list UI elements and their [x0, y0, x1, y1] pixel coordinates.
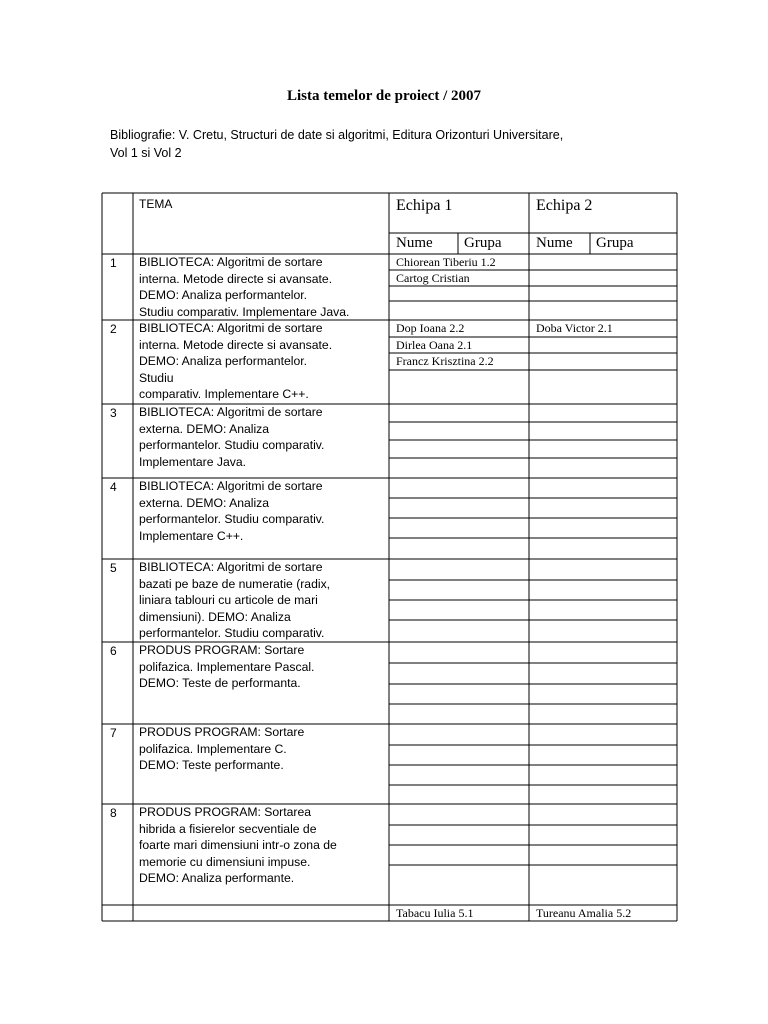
row-number: 6 [110, 644, 117, 658]
tema-line: DEMO: Analiza performantelor. [139, 288, 307, 303]
tema-line: foarte mari dimensiuni intr-o zona de [139, 838, 337, 853]
header-team1: Echipa 1 [396, 197, 453, 214]
tema-line: performantelor. Studiu comparativ. [139, 438, 325, 453]
tema-line: BIBLIOTECA: Algoritmi de sortare [139, 479, 323, 493]
tema-line: BIBLIOTECA: Algoritmi de sortare [139, 405, 323, 419]
tema-line: BIBLIOTECA: Algoritmi de sortare [139, 560, 323, 574]
bibliography-line: Bibliografie: V. Cretu, Structuri de date si algoritmi, Editura Orizonturi Universitare, [110, 128, 564, 142]
tema-line: memorie cu dimensiuni impuse. [139, 854, 311, 869]
tema-line: Implementare C++. [139, 528, 244, 543]
tema-line: polifazica. Implementare C. [139, 741, 287, 756]
team1-member: Francz Krisztina 2.2 [396, 354, 494, 368]
tema-line: comparativ. Implementare C++. [139, 387, 309, 402]
bibliography-line: Vol 1 si Vol 2 [110, 146, 182, 160]
tema-line: externa. DEMO: Analiza [139, 421, 270, 436]
tema-line: dimensiuni). DEMO: Analiza [139, 609, 291, 624]
row-tema [139, 642, 379, 723]
row-number: 7 [110, 726, 117, 740]
header-tema: TEMA [139, 197, 173, 211]
row-number: 3 [110, 406, 117, 420]
row-tema [139, 478, 379, 558]
tema-line: PRODUS PROGRAM: Sortare [139, 725, 305, 739]
header-name: Nume [396, 235, 433, 251]
tema-line: BIBLIOTECA: Algoritmi de sortare [139, 321, 323, 335]
tema-line: interna. Metode directe si avansate. [139, 271, 333, 286]
tema-line: PRODUS PROGRAM: Sortare [139, 643, 305, 657]
tema-line: DEMO: Analiza performantelor. [139, 354, 307, 369]
tema-line: DEMO: Analiza performante. [139, 871, 295, 886]
tema-line: DEMO: Teste de performanta. [139, 676, 301, 691]
tema-line: bazati pe baze de numeratie (radix, [139, 576, 331, 591]
team2-member: Doba Victor 2.1 [536, 321, 613, 335]
tema-line: hibrida a fisierelor secventiale de [139, 821, 317, 836]
document-title: Lista temelor de proiect / 2007 [287, 88, 481, 104]
row-tema [139, 404, 379, 477]
header-group: Grupa [464, 235, 502, 251]
row-tema [139, 559, 379, 641]
tema-line: performantelor. Studiu comparativ. [139, 626, 325, 641]
tema-line: liniara tablouri cu articole de mari [139, 593, 318, 608]
tema-line: Implementare Java. [139, 454, 247, 469]
header-name: Nume [536, 235, 573, 251]
team1-member: Chiorean Tiberiu 1.2 [396, 255, 496, 269]
header-group: Grupa [596, 235, 634, 251]
row-number: 5 [110, 561, 117, 575]
row-tema [139, 804, 379, 904]
team1-member: Dop Ioana 2.2 [396, 321, 465, 335]
team1-member: Cartog Cristian [396, 271, 470, 285]
tema-line: externa. DEMO: Analiza [139, 495, 270, 510]
row-tema [139, 320, 379, 403]
tema-line: PRODUS PROGRAM: Sortarea [139, 805, 312, 819]
tema-line: performantelor. Studiu comparativ. [139, 512, 325, 527]
row-tema [139, 254, 379, 319]
team1-member: Dirlea Oana 2.1 [396, 338, 473, 352]
row-number: 1 [110, 256, 117, 270]
tema-line: BIBLIOTECA: Algoritmi de sortare [139, 255, 323, 269]
tema-line: interna. Metode directe si avansate. [139, 337, 333, 352]
tema-line: polifazica. Implementare Pascal. [139, 659, 315, 674]
tema-line: DEMO: Teste performante. [139, 758, 284, 773]
tema-line: Studiu comparativ. Implementare Java. [139, 304, 350, 319]
header-team2: Echipa 2 [536, 197, 593, 214]
row-number: 2 [110, 322, 117, 336]
team2-member: Tureanu Amalia 5.2 [536, 906, 632, 920]
team1-member: Tabacu Iulia 5.1 [396, 906, 474, 920]
row-number: 4 [110, 480, 117, 494]
tema-line: Studiu [139, 370, 174, 385]
row-tema [139, 724, 379, 803]
row-number: 8 [110, 806, 117, 820]
